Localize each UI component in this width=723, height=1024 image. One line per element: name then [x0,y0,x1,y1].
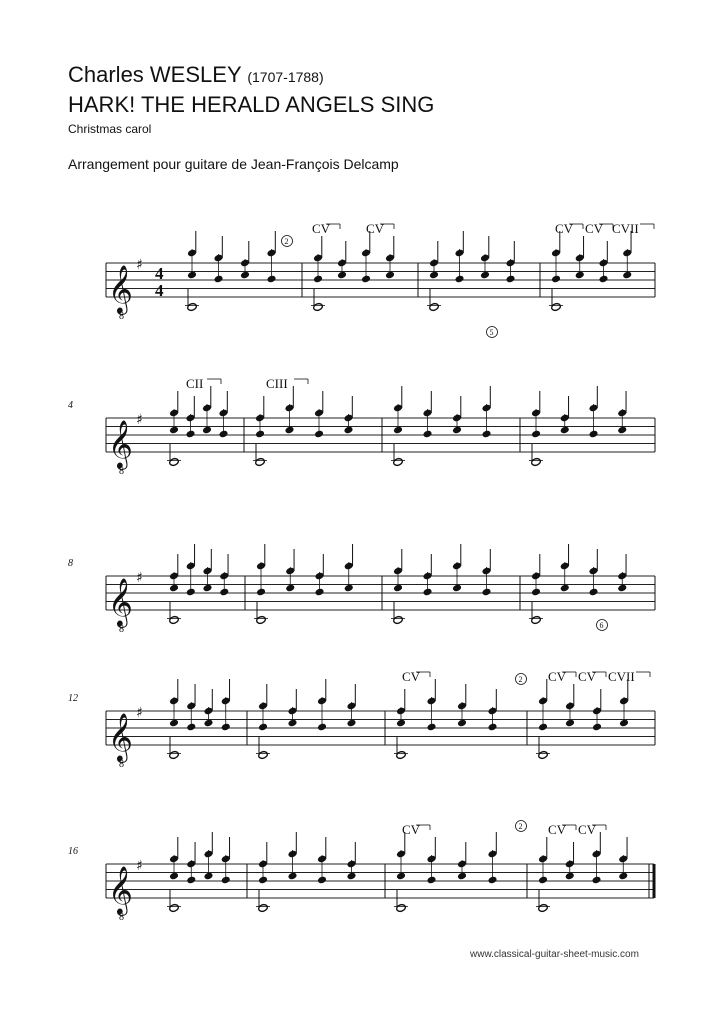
clef-octave-mark: 8 [119,624,124,635]
string-number: 2 [284,237,289,246]
barre-position-label: CV [312,221,331,236]
treble-clef-icon: 𝄞 [108,419,133,468]
string-number: 5 [489,328,494,337]
treble-clef-icon: 𝄞 [108,264,133,313]
composer-dates: (1707-1788) [247,69,324,85]
barre-position-label: CV [578,822,597,837]
sharp-icon: ♯ [136,858,143,874]
barre-position-label: CV [548,669,567,684]
barre-position-label: CV [402,669,421,684]
arrangement-credit: Arrangement pour guitare de Jean-François Delcamp [68,156,399,172]
barre-position-label: CV [548,822,567,837]
barre-position-label: CV [402,822,421,837]
sharp-icon: ♯ [136,412,143,428]
measure-number: 16 [68,846,78,857]
barre-position-label: CV [366,221,385,236]
treble-clef-icon: 𝄞 [108,712,133,761]
time-signature-top: 4 [155,264,164,283]
footer-url: www.classical-guitar-sheet-music.com [470,949,639,960]
treble-clef-icon: 𝄞 [108,577,133,626]
barre-position-label: CVII [612,221,639,236]
piece-genre: Christmas carol [68,122,152,136]
composer-name: Charles WESLEY [68,62,242,87]
barre-position-label: CV [578,669,597,684]
barre-position-label: CV [555,221,574,236]
measure-number: 12 [68,693,78,704]
piece-title: HARK! THE HERALD ANGELS SING [68,92,435,117]
barre-position-label: CV [585,221,604,236]
clef-octave-mark: 8 [119,759,124,770]
barre-position-label: CII [186,376,204,391]
string-number: 2 [518,675,523,684]
barre-position-label: CVII [608,669,635,684]
time-signature-bottom: 4 [155,281,164,300]
clef-octave-mark: 8 [119,912,124,923]
sharp-icon: ♯ [136,570,143,586]
clef-octave-mark: 8 [119,466,124,477]
string-number: 2 [518,822,523,831]
clef-octave-mark: 8 [119,311,124,322]
barre-position-label: CIII [266,376,288,391]
measure-number: 8 [68,558,73,569]
string-number: 6 [599,621,604,630]
sharp-icon: ♯ [136,705,143,721]
treble-clef-icon: 𝄞 [108,865,133,914]
measure-number: 4 [68,400,73,411]
sharp-icon: ♯ [136,257,143,273]
